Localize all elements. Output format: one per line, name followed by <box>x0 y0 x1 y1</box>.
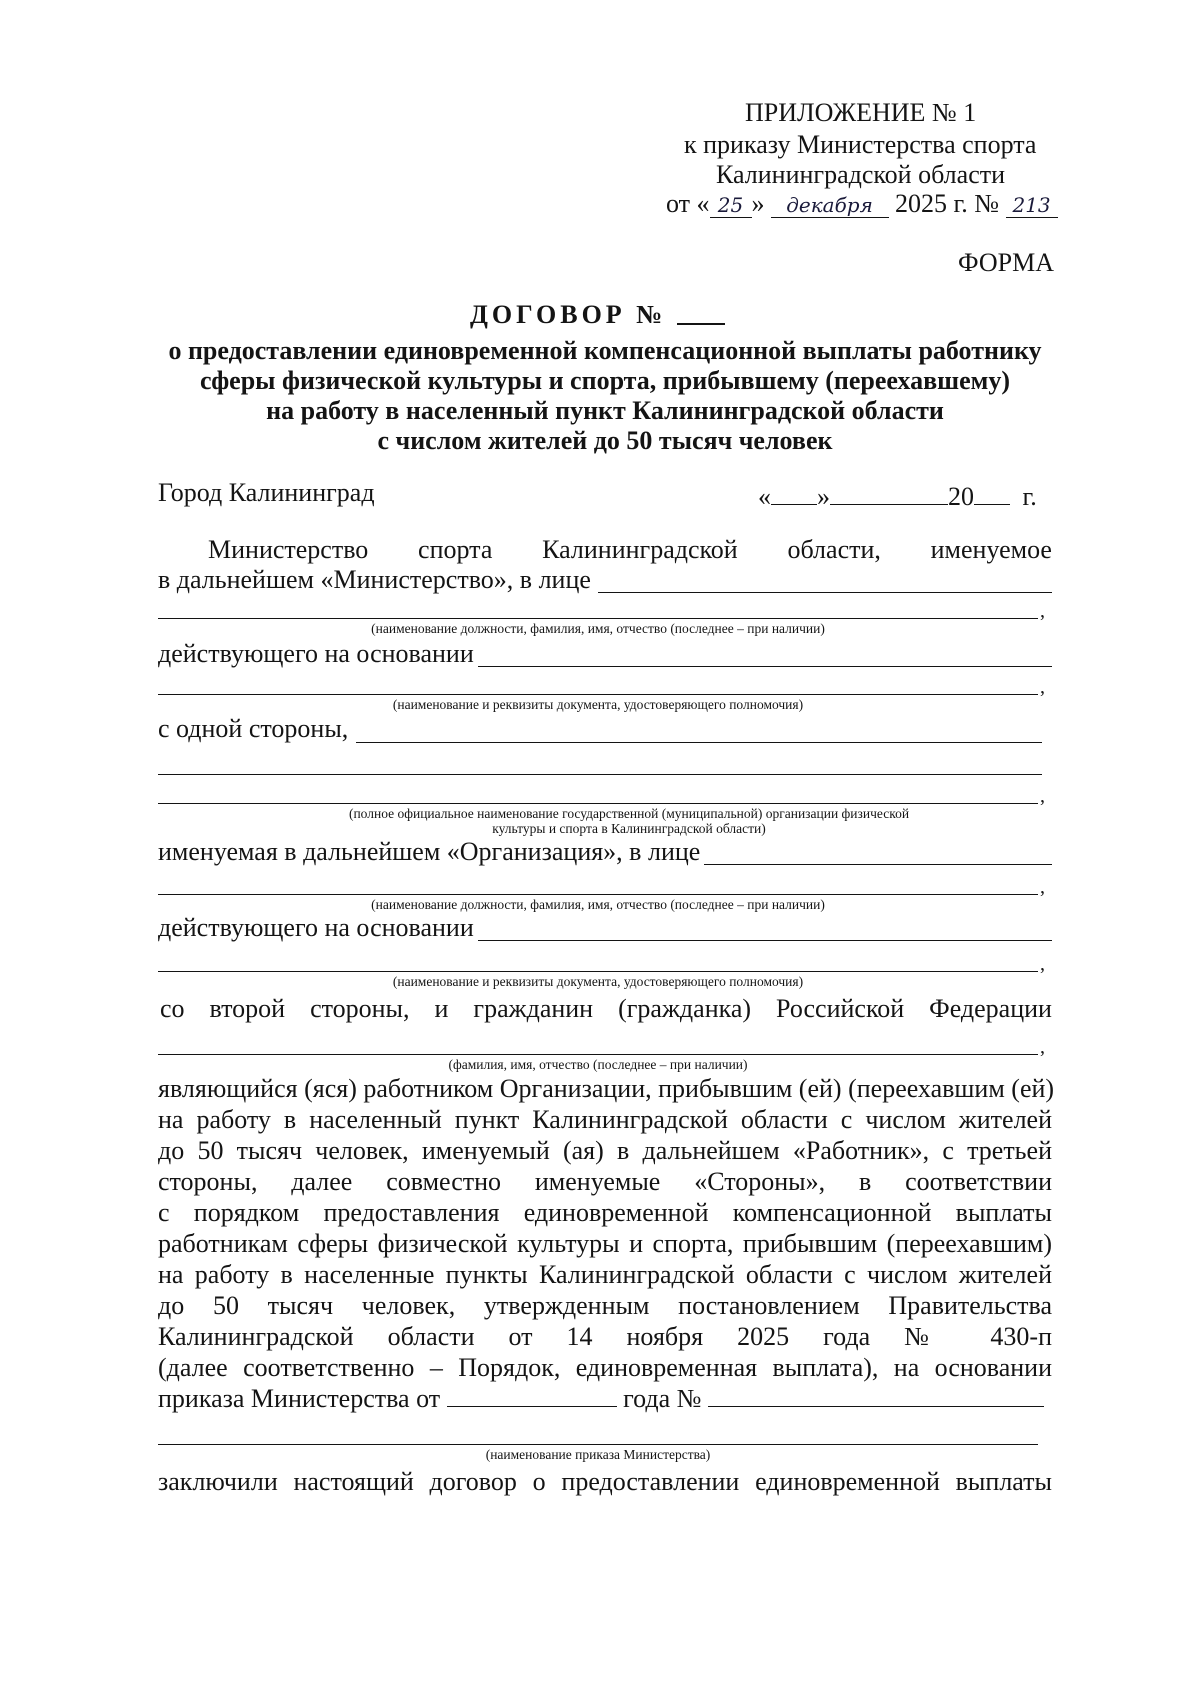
second-side-word: и <box>434 994 449 1023</box>
appendix-title: ПРИЛОЖЕНИЕ № 1 <box>745 98 977 127</box>
org-representative-blank <box>704 864 1052 865</box>
title-line4: с числом жителей до 50 тысяч человек <box>377 426 833 455</box>
main-line-7: на работу в населенные пункты Калининградской области с числом жителей <box>158 1260 1052 1289</box>
caption-position: (наименование должности, фамилия, имя, отчество (последнее – при наличии) <box>371 621 825 636</box>
org-basis-blank-2 <box>158 971 1038 972</box>
ministry-basis-blank <box>478 666 1052 667</box>
p1-word: именуемое <box>930 535 1052 564</box>
caption-fio: (фамилия, имя, отчество (последнее – при наличии) <box>448 1057 748 1072</box>
organization-name-blank-2 <box>158 774 1042 775</box>
appendix-number: 213 <box>1006 193 1058 218</box>
title-line1: о предоставлении единовременной компенсационной выплаты работнику <box>168 336 1042 365</box>
caption-org-2: культуры и спорта в Калининградской области) <box>492 821 766 836</box>
acting-basis-label-2: действующего на основании <box>158 913 474 942</box>
appendix-date-prefix: от « <box>666 189 710 218</box>
order-prefix: приказа Министерства от <box>158 1384 441 1413</box>
p1-word: Калининградской <box>542 535 738 564</box>
date-century: 20 <box>948 482 974 511</box>
comma: , <box>1040 785 1045 807</box>
date-open-quote: « <box>758 482 771 511</box>
caption-position-2: (наименование должности, фамилия, имя, отчество (последнее – при наличии) <box>371 897 825 912</box>
date-blank <box>758 482 1037 512</box>
last-line: заключили настоящий договор о предоставлении единовременной выплаты <box>158 1467 1052 1496</box>
main-line-6: работникам сферы физической культуры и спорта, прибывшим (переехавшим) <box>158 1229 1052 1258</box>
appendix-year: 2025 г. № <box>895 189 1000 218</box>
appendix-date-mid: » <box>751 189 765 218</box>
main-line-10: (далее соответственно – Порядок, единовременная выплата), на основании <box>158 1353 1052 1382</box>
title-line2: сферы физической культуры и спорта, прибывшему (переехавшему) <box>200 366 1010 395</box>
order-line <box>158 1384 1044 1414</box>
date-day-blank <box>771 504 817 505</box>
main-line-1: являющийся (яся) работником Организации, прибывшим (ей) (переехавшим (ей) <box>158 1074 1055 1103</box>
appendix-month: декабря <box>771 193 889 218</box>
order-year-label: года № <box>623 1384 702 1413</box>
p1-line1 <box>208 535 1052 565</box>
second-side-word: Российской <box>776 994 905 1023</box>
second-side-word: второй <box>209 994 286 1023</box>
order-number-blank <box>708 1406 1044 1407</box>
contract-heading <box>470 300 725 330</box>
date-year-blank <box>974 504 1010 505</box>
organization-name-blank-3 <box>158 803 1038 804</box>
comma: , <box>1040 1036 1045 1058</box>
appendix-line2: Калининградской области <box>716 160 1006 189</box>
ministry-basis-blank-2 <box>158 694 1038 695</box>
comma: , <box>1040 676 1045 698</box>
p1-word: Министерство <box>208 535 369 564</box>
contract-number-blank <box>677 323 725 325</box>
order-date-blank <box>447 1406 617 1407</box>
org-representative-blank-2 <box>158 894 1038 895</box>
org-basis-blank <box>478 940 1052 941</box>
main-line-4: стороны, далее совместно именуемые «Стороны», в соответствии <box>158 1167 1052 1196</box>
second-side-word: со <box>160 994 185 1023</box>
acting-basis-label: действующего на основании <box>158 639 474 668</box>
caption-document-2: (наименование и реквизиты документа, удостоверяющего полномочия) <box>392 974 804 989</box>
main-line-8: до 50 тысяч человек, утвержденным постановлением Правительства <box>158 1291 1052 1320</box>
organization-name-blank-1 <box>356 742 1042 743</box>
main-line-5: с порядком предоставления единовременной компенсационной выплаты <box>158 1198 1052 1227</box>
appendix-date-line <box>666 189 1058 219</box>
second-side-word: (гражданка) <box>618 994 752 1023</box>
second-side-word: стороны, <box>310 994 410 1023</box>
place-city: Город Калининград <box>158 478 375 507</box>
second-side-line <box>160 994 1052 1024</box>
comma: , <box>1040 600 1045 622</box>
main-line-2: на работу в населенный пункт Калининградской области с числом жителей <box>158 1105 1052 1134</box>
appendix-line1: к приказу Министерства спорта <box>684 130 1037 159</box>
appendix-day: 25 <box>710 193 752 218</box>
form-label: ФОРМА <box>958 248 1054 277</box>
comma: , <box>1040 953 1045 975</box>
p1-word: спорта <box>418 535 493 564</box>
caption-org-1: (полное официальное наименование государственной (муниципальной) организации физической <box>348 806 910 821</box>
caption-document: (наименование и реквизиты документа, удостоверяющего полномочия) <box>392 697 804 712</box>
main-line-9: Калининградской области от 14 ноября 2025 года № 430-п <box>158 1322 1052 1351</box>
second-side-word: Федерации <box>929 994 1052 1023</box>
second-side-word: гражданин <box>473 994 594 1023</box>
caption-order: (наименование приказа Министерства) <box>485 1447 711 1462</box>
main-line-3: до 50 тысяч человек, именуемый (ая) в дальнейшем «Работник», с третьей <box>158 1136 1052 1165</box>
date-month-blank <box>830 504 948 505</box>
date-suffix: г. <box>1022 482 1037 511</box>
comma: , <box>1040 876 1045 898</box>
contract-heading-text: ДОГОВОР № <box>470 300 667 329</box>
org-named-label: именуемая в дальнейшем «Организация», в лице <box>158 837 701 866</box>
ministry-representative-blank <box>598 592 1052 593</box>
ministry-representative-blank-2 <box>158 618 1038 619</box>
citizen-name-blank <box>158 1054 1038 1055</box>
p1-word: области, <box>787 535 881 564</box>
order-name-blank <box>158 1444 1038 1445</box>
date-close-quote: » <box>817 482 830 511</box>
title-line3: на работу в населенный пункт Калининградской области <box>266 396 944 425</box>
p1-line2: в дальнейшем «Министерство», в лице <box>158 565 591 594</box>
one-side-label: с одной стороны, <box>158 714 349 743</box>
